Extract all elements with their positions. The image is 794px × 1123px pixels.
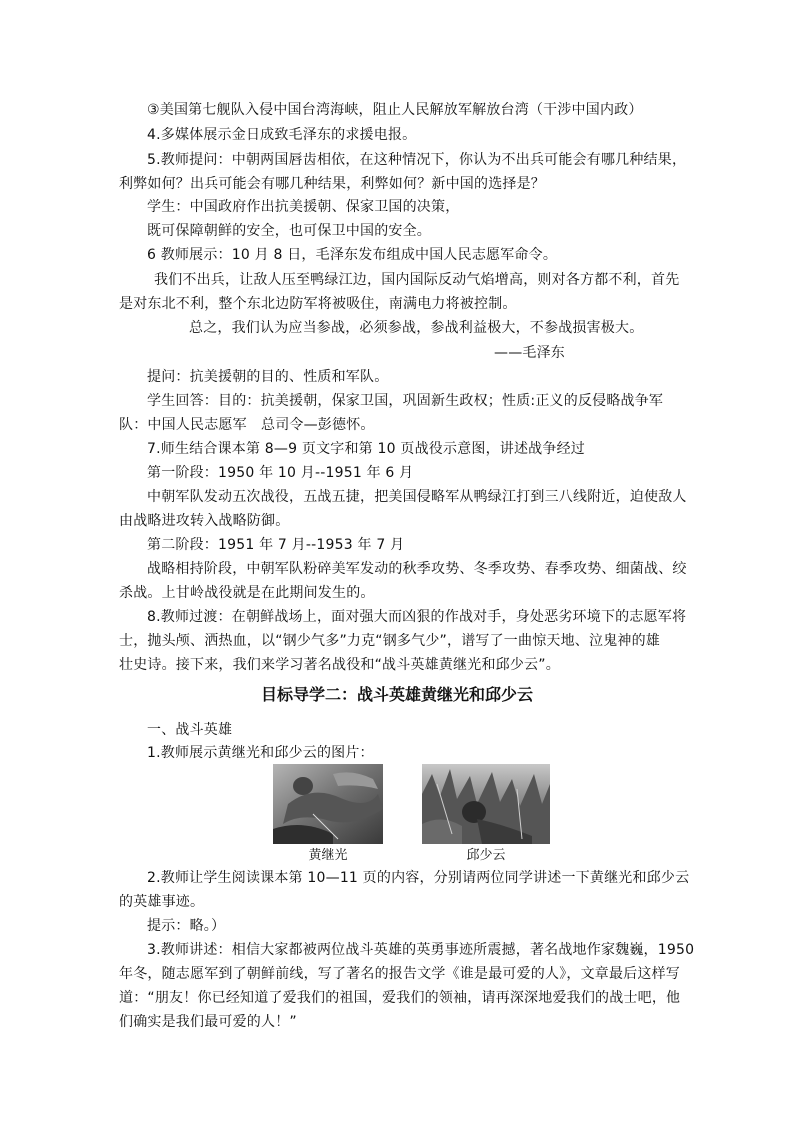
text-line: 中朝军队发动五次战役，五战五捷，把美国侵略军从鸭绿江打到三八线附近，迫使敌人	[147, 489, 687, 505]
text-line: 们确实是我们最可爱的人！”	[119, 1014, 297, 1030]
text-line: 学生回答：目的：抗美援朝，保家卫国，巩固新生政权；性质:正义的反侵略战争军	[147, 393, 664, 409]
text-line: 2.教师让学生阅读课本第 10—11 页的内容，分别请两位同学讲述一下黄继光和邱少云	[147, 870, 690, 886]
text-line: 士，抛头颅、洒热血，以“钢少气多”力克“钢多气少”，谱写了一曲惊天地、泣鬼神的雄	[119, 633, 661, 649]
text-line: 6 教师展示：10 月 8 日，毛泽东发布组成中国人民志愿军命令。	[147, 247, 558, 263]
text-line: 提示：略。）	[147, 918, 226, 934]
subsection-title: 一、战斗英雄	[147, 722, 233, 738]
text-line: 战略相持阶段，中朝军队粉碎美军发动的秋季攻势、冬季攻势、春季攻势、细菌战、绞	[147, 561, 687, 577]
text-line: 利弊如何？出兵可能会有哪几种结果，利弊如何？新中国的选择是？	[119, 176, 545, 192]
text-line: 的英雄事迹。	[119, 894, 205, 910]
portrait-photo-2	[422, 764, 550, 844]
portrait-photo-1	[273, 764, 383, 844]
text-line: 1.教师展示黄继光和邱少云的图片：	[147, 745, 374, 761]
text-line: 杀战。上甘岭战役就是在此期间发生的。	[119, 585, 375, 601]
text-line: 第一阶段：1950 年 10 月--1951 年 6 月	[147, 465, 414, 481]
portrait-photo-icon	[273, 764, 383, 844]
text-line: 道：“朋友！你已经知道了爱我们的祖国，爱我们的领袖，请再深深地爱我们的战士吧，他	[119, 990, 681, 1006]
text-line: 7.师生结合课本第 8—9 页文字和第 10 页战役示意图，讲述战争经过	[147, 441, 585, 457]
text-line: 壮史诗。接下来，我们来学习著名战役和“战斗英雄黄继光和邱少云”。	[119, 657, 560, 673]
text-line: ③美国第七舰队入侵中国台湾海峡，阻止人民解放军解放台湾（干涉中国内政）	[147, 102, 643, 118]
text-line: 提问：抗美援朝的目的、性质和军队。	[147, 369, 389, 385]
text-line: 年冬，随志愿军到了朝鲜前线，写了著名的报告文学《谁是最可爱的人》，文章最后这样写	[119, 966, 680, 982]
section-heading: 目标导学二：战斗英雄黄继光和邱少云	[260, 685, 533, 704]
portrait-photo-icon	[422, 764, 550, 844]
quote-author: ——毛泽东	[494, 345, 565, 361]
text-line: 8.教师过渡：在朝鲜战场上，面对强大而凶狠的作战对手，身处恶劣环境下的志愿军将	[147, 609, 687, 625]
text-line: 总之，我们认为应当参战，必须参战，参战利益极大，不参战损害极大。	[189, 320, 644, 336]
text-line: 5.教师提问：中朝两国唇齿相依，在这种情况下，你认为不出兵可能会有哪几种结果，	[147, 152, 687, 168]
text-line: 4.多媒体展示金日成致毛泽东的求援电报。	[147, 127, 417, 143]
text-line: 我们不出兵，让敌人压至鸭绿江边，国内国际反动气焰增高，则对各方都不利，首先	[154, 272, 680, 288]
text-line: 3.教师讲述：相信大家都被两位战斗英雄的英勇事迹所震撼，著名战地作家魏巍，1950	[147, 942, 695, 958]
photo-caption: 黄继光	[308, 848, 348, 863]
photo-caption: 邱少云	[466, 848, 506, 863]
text-line: 由战略进攻转入战略防御。	[119, 513, 290, 529]
text-line: 是对东北不利，整个东北边防军将被吸住，南满电力将被控制。	[119, 296, 517, 312]
text-line: 学生：中国政府作出抗美援朝、保家卫国的决策，	[147, 199, 460, 215]
text-line: 既可保障朝鲜的安全，也可保卫中国的安全。	[147, 223, 431, 239]
text-line: 第二阶段：1951 年 7 月--1953 年 7 月	[147, 537, 405, 553]
text-line: 队：中国人民志愿军 总司令—彭德怀。	[119, 417, 375, 433]
